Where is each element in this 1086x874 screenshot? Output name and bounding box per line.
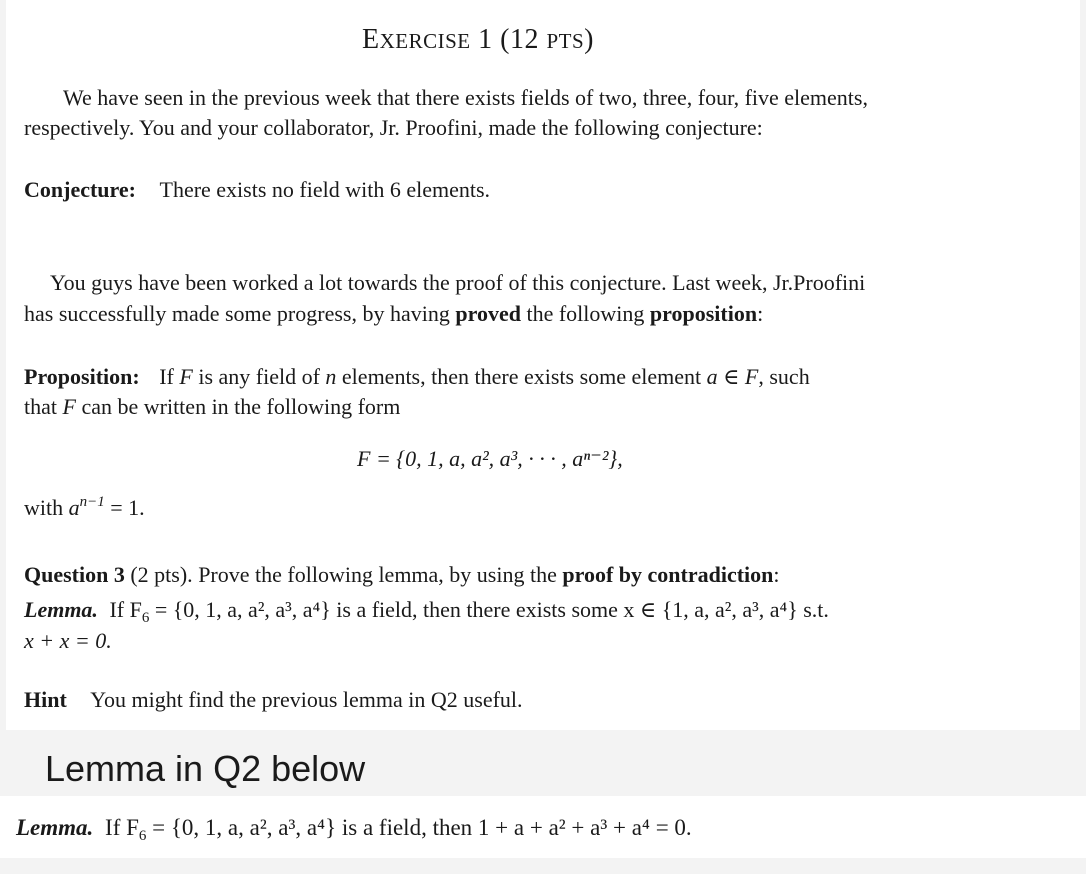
proposition-line-1: Proposition: If F is any field of n elements, then there exists some element a ∈ F, such — [24, 364, 810, 389]
proposition-line-2: that F can be written in the following form — [24, 394, 401, 419]
question-lemma-label: Lemma. — [24, 597, 98, 622]
lemma-note: Lemma in Q2 below — [45, 748, 366, 789]
proposition-with: with $a^{n-1} = 1$. — [24, 494, 145, 520]
lemma-q2-label: Lemma. — [16, 815, 94, 840]
question-3: Question 3 (2 pts). Prove the following lemma, by using the proof by contradiction: — [24, 562, 780, 587]
proposition-formula: F = {0, 1, a, a², a³, · · · , aⁿ⁻²}, — [357, 446, 623, 471]
intro-line-1: We have seen in the previous week that there exists fields of two, three, four, five elements, — [63, 85, 868, 110]
exercise-title: EXERCISE 1 (12 PTS) — [362, 24, 594, 55]
lemma-q2: Lemma. If $F_6 = \{0$, 1, a, a², a³, a⁴} is a field, then 1 + a + a² + a³ + a⁴ = 0. — [16, 815, 692, 844]
question-lemma-line-2: x + x = 0. — [24, 628, 112, 653]
hint-label: Hint — [24, 687, 67, 712]
conjecture — [24, 175, 490, 205]
progress-line-2: has successfully made some progress, by having proved the following proposition: — [24, 301, 764, 326]
conjecture-text: There exists no field with 6 elements. — [159, 177, 491, 202]
hint-text: You might find the previous lemma in Q2 useful. — [90, 687, 523, 712]
question-lemma: Lemma. If $F_6 = \{0$, 1, a, a², a³, a⁴} is a field, then there exists some x ∈ {1, a, a², a³, a⁴} s.t. — [24, 597, 829, 626]
question-label: Question 3 — [24, 562, 125, 587]
proposition-label: Proposition: — [24, 364, 140, 389]
intro-line-2: respectively. You and your collaborator, Jr. Proofini, made the following conjecture: — [24, 115, 763, 140]
hint — [24, 685, 523, 715]
conjecture-label: Conjecture: — [24, 177, 136, 202]
progress-line-1: You guys have been worked a lot towards the proof of this conjecture. Last week, Jr.Proofini — [50, 270, 866, 295]
